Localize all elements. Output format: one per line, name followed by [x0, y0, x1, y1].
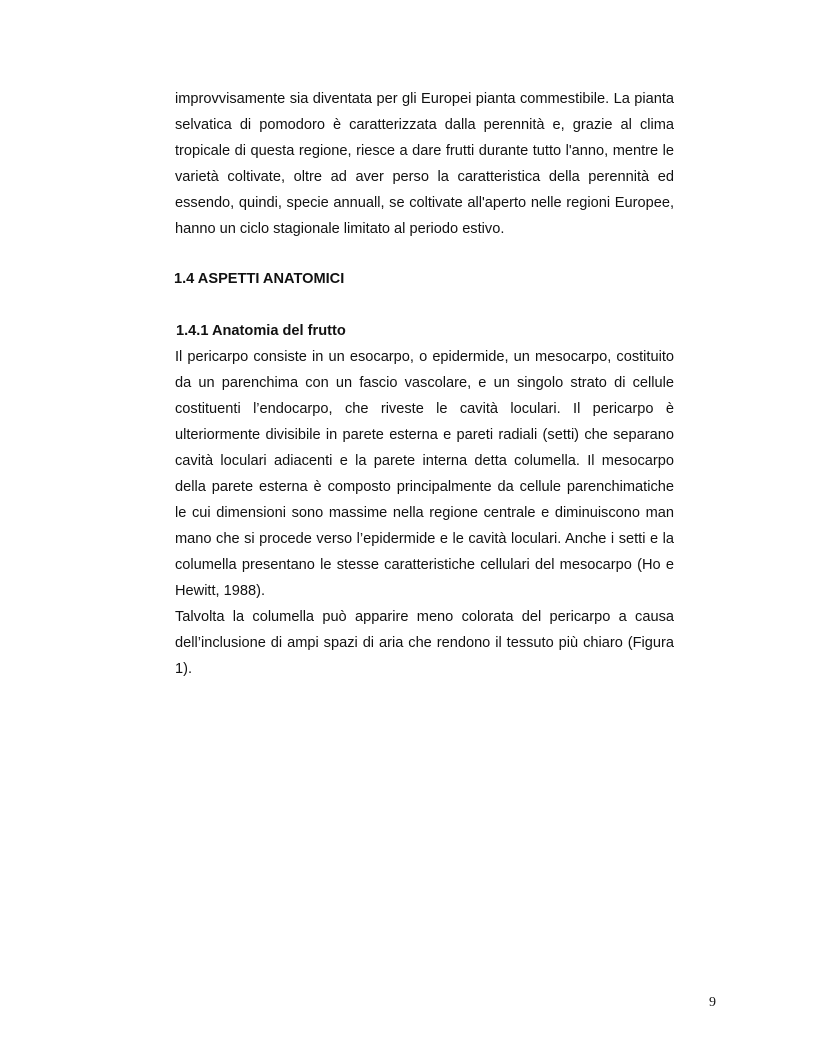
paragraph-intro: improvvisamente sia diventata per gli Europei pianta commestibile. La pianta selvatica di pomodoro è caratterizzata dalla perennità e, grazie al clima tropicale di questa regione, riesce a dare frutti durante tutto l'anno, mentre le varietà coltivate, oltre ad aver perso la caratteristica della perennità ed essendo, quindi, specie annuall, se coltivate all'aperto nelle regioni Europee, hanno un ciclo stagionale limitato al periodo estivo. — [175, 91, 674, 237]
page-number: 9 — [709, 995, 716, 1010]
section-heading: 1.4 ASPETTI ANATOMICI — [174, 271, 345, 287]
body-text-top — [175, 86, 674, 242]
paragraph-columella: Talvolta la columella può apparire meno colorata del pericarpo a causa dell’inclusione di ampi spazi di aria che rendono il tessuto più chiaro (Figura 1). — [175, 609, 674, 677]
paragraph-pericarp: Il pericarpo consiste in un esocarpo, o epidermide, un mesocarpo, costituito da un parenchima con un fascio vascolare, e un singolo strato di cellule costituenti l’endocarpo, che riveste le cavità loculari. Il pericarpo è ulteriormente divisibile in parete esterna e pareti radiali (setti) che separano cavità loculari adiacenti e la parete interna detta columella. Il mesocarpo della parete esterna è composto principalmente da cellule parenchimatiche le cui dimensioni sono massime nella regione centrale e diminuiscono man mano che si procede verso l’epidermide e le cavità loculari. Anche i setti e la columella presentano le stesse caratteristiche cellulari del mesocarpo (Ho e Hewitt, 1988). — [175, 349, 674, 599]
body-text-anatomy — [175, 344, 674, 682]
subsection-heading: 1.4.1 Anatomia del frutto — [176, 323, 346, 339]
